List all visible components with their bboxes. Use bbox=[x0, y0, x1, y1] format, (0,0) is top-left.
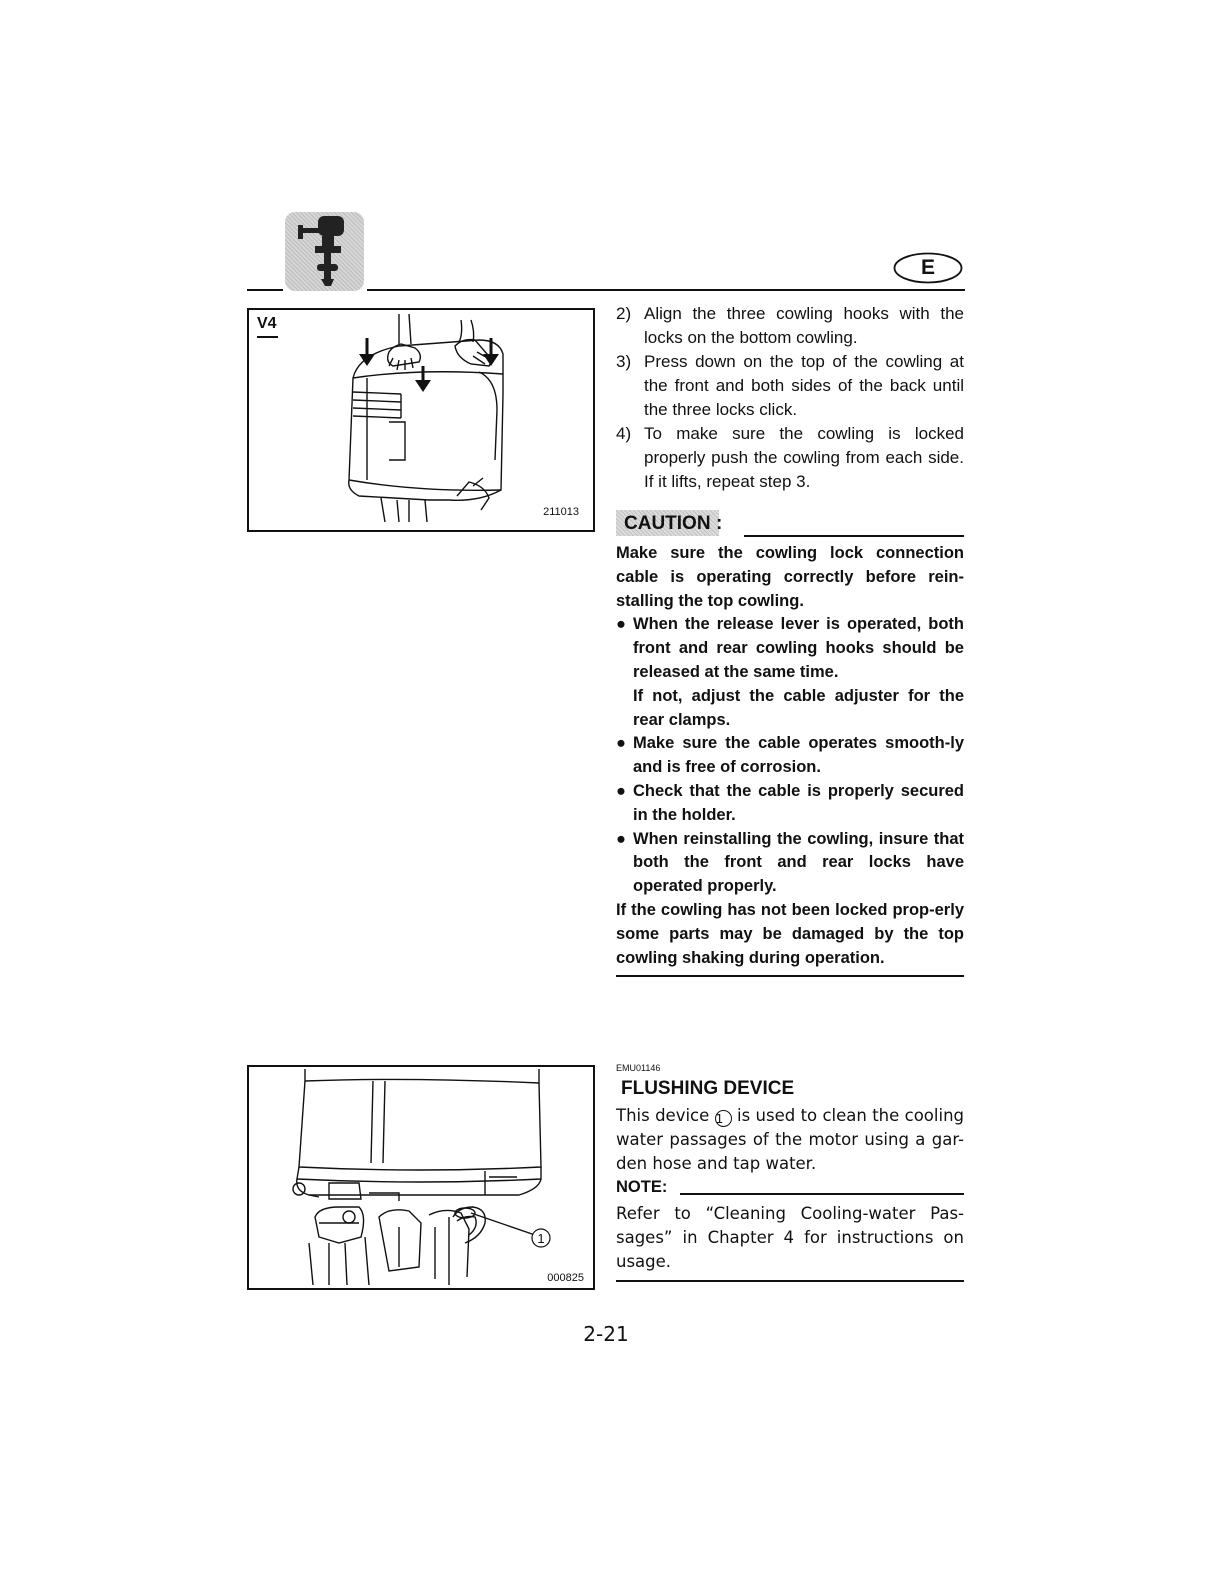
caution-rule bbox=[744, 535, 964, 537]
bullet-icon: ● bbox=[616, 829, 626, 848]
list-item bbox=[616, 350, 964, 422]
figure-label-underline bbox=[257, 336, 278, 338]
list-item bbox=[616, 422, 964, 494]
note-end-rule bbox=[616, 1280, 964, 1282]
list-item bbox=[616, 732, 964, 780]
flushing-description bbox=[616, 1104, 964, 1176]
outboard-motor-icon bbox=[285, 212, 364, 291]
callout-ref-1: 1 bbox=[715, 1110, 732, 1127]
section-code: EMU01146 bbox=[616, 1063, 661, 1073]
note-rule bbox=[680, 1193, 964, 1195]
bullet-icon: ● bbox=[616, 781, 626, 800]
caution-end-rule bbox=[616, 975, 964, 977]
header-rule-left bbox=[247, 289, 283, 291]
steps-list bbox=[616, 302, 964, 494]
language-badge: E bbox=[920, 256, 935, 279]
step-text: To make sure the cowling is locked properly push the cowling from each side. If it lifts, repeat step 3. bbox=[644, 424, 964, 491]
flushing-text-pre: This device bbox=[616, 1106, 710, 1125]
step-number: 2) bbox=[616, 304, 632, 323]
figure-code: 211013 bbox=[543, 506, 579, 518]
note-text: Refer to “Cleaning Cooling-water Pas-sages” in Chapter 4 for instructions on usage. bbox=[616, 1204, 964, 1271]
step-number: 3) bbox=[616, 352, 632, 371]
caution-intro: Make sure the cowling lock connection cable is operating correctly before rein-stalling the top cowling. bbox=[616, 544, 964, 610]
caution-header bbox=[616, 510, 964, 538]
note-label: NOTE: bbox=[616, 1178, 668, 1196]
flushing-text-post: is used to clean the cooling water passages of the motor using a gar-den hose and tap water. bbox=[616, 1106, 965, 1173]
step-number: 4) bbox=[616, 424, 632, 443]
figure-callout-1: 1 bbox=[537, 1231, 545, 1246]
step-text: Align the three cowling hooks with the locks on the bottom cowling. bbox=[644, 304, 964, 347]
caution-body bbox=[616, 542, 964, 970]
header-rule bbox=[367, 289, 965, 291]
figure-code: 000825 bbox=[547, 1272, 584, 1284]
note-header bbox=[616, 1176, 964, 1200]
page-number: 2-21 bbox=[583, 1322, 629, 1346]
bullet-icon: ● bbox=[616, 734, 626, 753]
caution-bullet-text: When reinstalling the cowling, insure that both the front and rear locks have operated properly. bbox=[633, 829, 964, 896]
cowling-install-illustration bbox=[249, 310, 593, 530]
caution-colon: : bbox=[716, 513, 723, 534]
caution-closing: If the cowling has not been locked prop-erly some parts may be damaged by the top cowling shaking during operation. bbox=[616, 900, 964, 967]
list-item bbox=[616, 613, 964, 732]
caution-bullet-text: When the release lever is operated, both front and rear cowling hooks should be released at the same time. bbox=[633, 615, 964, 681]
bullet-icon: ● bbox=[616, 615, 626, 634]
list-item bbox=[616, 780, 964, 828]
cowling-install-figure bbox=[247, 308, 595, 532]
section-title: FLUSHING DEVICE bbox=[621, 1078, 795, 1099]
caution-bullet-extra: If not, adjust the cable adjuster for the rear clamps. bbox=[633, 686, 964, 729]
caution-heading: CAUTION bbox=[616, 510, 719, 536]
list-item bbox=[616, 302, 964, 350]
list-item bbox=[616, 828, 964, 899]
caution-bullet-text: Check that the cable is properly secured in the holder. bbox=[633, 781, 964, 824]
step-text: Press down on the top of the cowling at the front and both sides of the back until the three locks click. bbox=[644, 352, 964, 419]
figure-model-label: V4 bbox=[257, 315, 277, 332]
caution-bullet-text: Make sure the cable operates smooth-ly and is free of corrosion. bbox=[633, 734, 964, 777]
flushing-device-illustration bbox=[249, 1067, 593, 1288]
flushing-device-figure bbox=[247, 1065, 595, 1290]
